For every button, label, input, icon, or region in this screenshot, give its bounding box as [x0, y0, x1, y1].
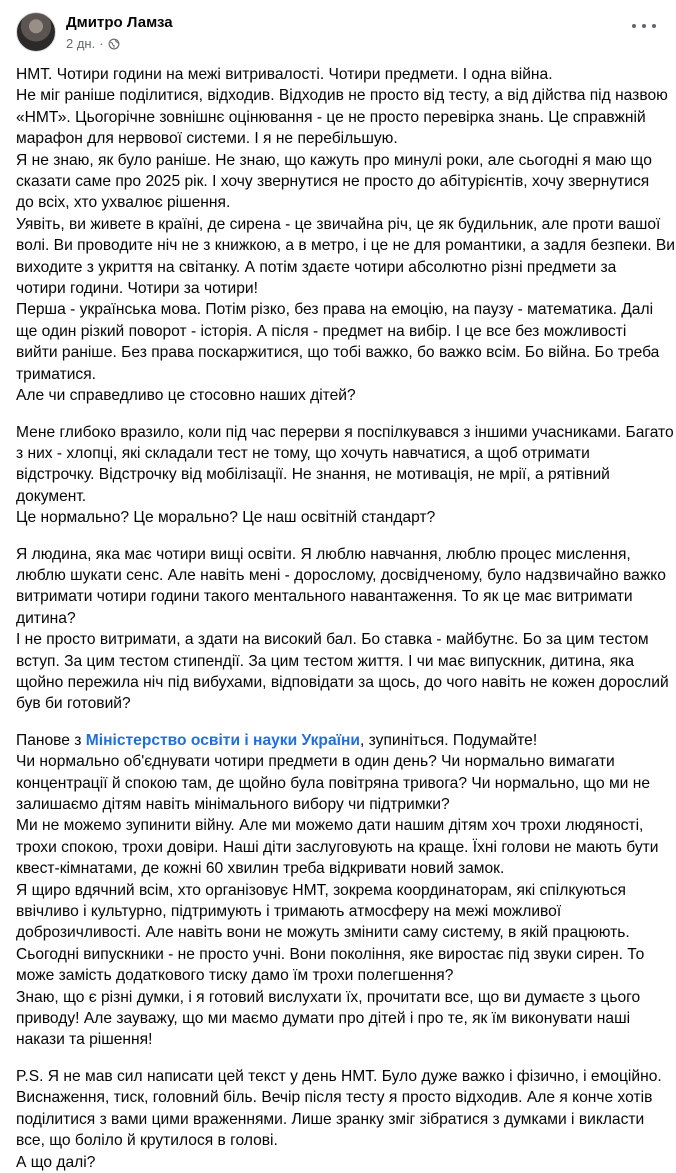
paragraph-4-intro: Панове з Міністерство освіти і науки України, зупиніться. Подумайте!	[16, 731, 538, 749]
text-line: з них - хлопці, які складали тест не тому, що хочуть навчатися, а щоб отримати	[16, 444, 590, 462]
post-header	[16, 8, 666, 58]
meta-separator: ·	[99, 36, 104, 51]
text-line: відстрочку. Відстрочку від мобілізації. Не знання, не мотивація, не мрії, а рятівний	[16, 466, 610, 484]
text-line: НМТ. Чотири години на межі витривалості. Чотири предмети. І одна війна.	[16, 66, 553, 83]
text-line: марафон для нервової системи. І я не перебільшую.	[16, 130, 398, 148]
post-content	[16, 64, 676, 1173]
post-meta	[66, 36, 120, 51]
text-line: Перша - українська мова. Потім різко, без права на емоцію, на паузу - математика. Далі	[16, 301, 654, 319]
text-line: вийти раніше. Без права поскаржитися, що тобі важко, бо важко всім. Бо війна. Бо треба	[16, 344, 660, 362]
paragraph-ps	[16, 1066, 660, 1173]
text-line: залишаємо дітям навіть мінімального вибору чи підтримки?	[16, 796, 450, 813]
paragraph-4	[16, 730, 660, 1051]
text-line: Виснаження, тиск, головний біль. Вечір після тесту я просто відходив. Але я конче хотів	[16, 1089, 653, 1107]
text-line: Уявіть, ви живете в країні, де сирена - це звичайна річ, це як будильник, але проти вашої	[16, 215, 661, 233]
ministry-link[interactable]: Міністерство освіти і науки України	[85, 731, 361, 749]
text-line: Ми не можемо зупинити війну. Але ми можемо дати нашим дітям хоч трохи людяності,	[16, 817, 644, 835]
paragraph-3	[16, 544, 669, 715]
text-line: волі. Ви проводите ніч не з книжкою, а в метро, і це не для романтики, а задля безпеки. Ви	[16, 237, 676, 255]
text-line: люблю шукати сенс. Але навіть мені - дорослому, досвідченому, було надзвичайно важко	[16, 566, 666, 584]
text-line: може замість додаткового тиску дамо їм трохи полегшення?	[16, 967, 454, 985]
text-line: Я людина, яка має чотири вищі освіти. Я люблю навчання, люблю процес мислення,	[16, 545, 631, 563]
text-line: сказати саме про 2025 рік. І хочу звернутися не просто до абітурієнтів, хочу звернутися	[16, 173, 650, 191]
text-line: концентрації й спокою там, де щойно була повітряна тривога? Чи нормально, що ми не	[16, 774, 651, 792]
text-line: квест-кімнатами, де кожні 60 хвилин треба відкривати новий замок.	[16, 860, 505, 878]
paragraph-1	[16, 64, 676, 407]
text-line: доброзичливості. Але навіть вони не можуть змінити саму систему, в якій працюють.	[16, 924, 630, 942]
text-line: P.S. Я не мав сил написати цей текст у день НМТ. Було дуже важко і фізично, і емоційно.	[16, 1067, 662, 1085]
text-line: щойно пережила ніч під вибухами, відповідати за щось, до чого навіть не кожен дорослий	[16, 673, 669, 691]
text-line: дитина?	[16, 609, 76, 627]
more-options-icon[interactable]	[632, 18, 656, 34]
text-line: Це нормально? Це морально? Це наш освітній стандарт?	[16, 509, 436, 527]
text-line: триматися.	[16, 365, 97, 383]
text-line: Мене глибоко вразило, коли під час перерви я поспілкувався з іншими учасниками. Багато	[16, 423, 674, 441]
text-line: Не міг раніше поділитися, відходив. Відходив не просто від тесту, а від дійства під назвою	[16, 87, 668, 105]
author-name[interactable]: Дмитро Ламза	[66, 14, 173, 31]
text-line: «НМТ». Цьогорічне зовнішнє оцінювання - це не просто перевірка знань. Це справжній	[16, 108, 646, 126]
text-line: чотири години. Чотири за чотири!	[16, 280, 258, 298]
text-line: Чи нормально об'єднувати чотири предмети в один день? Чи нормально вимагати	[16, 753, 615, 771]
text-line: вступ. За цим тестом стипендії. За цим тестом життя. І чи має випускник, дитина, яка	[16, 652, 634, 670]
text-line: виходите з укриття на світанку. А потім здаєте чотири абсолютно різні предмети за	[16, 258, 617, 276]
text-line: трохи спокою, трохи довіри. Наші діти заслуговують на краще. Їхні голови не мають бути	[16, 838, 659, 856]
text-line: ввічливо і культурно, підтримують і тримають атмосферу на межі можливої	[16, 903, 562, 921]
text-line: витримати чотири години такого ментального навантаження. То як це має витримати	[16, 588, 633, 606]
text-line: Але чи справедливо це стосовно наших дітей?	[16, 387, 356, 405]
text-line: накази та рішення!	[16, 1031, 153, 1049]
text-line: все, що боліло й крутилося в голові.	[16, 1132, 278, 1150]
globe-icon[interactable]	[108, 38, 120, 50]
paragraph-2	[16, 422, 674, 529]
text-line: поділитися з вами цими враженнями. Лише зранку зміг зібратися з думками і викласти	[16, 1110, 645, 1128]
text-line: І не просто витримати, а здати на високий бал. Бо ставка - майбутнє. Бо за цим тестом	[16, 631, 649, 649]
text-line: до всіх, хто ухвалює рішення.	[16, 194, 231, 212]
text-line: Сьогодні випускники - не просто учні. Вони покоління, яке виростає під звуки сирен. То	[16, 945, 645, 963]
text-line: документ.	[16, 487, 87, 505]
author-avatar[interactable]	[16, 12, 56, 52]
text-line: був би готовий?	[16, 695, 131, 713]
text-line: Знаю, що є різні думки, і я готовий вислухати їх, прочитати все, що ви думаєте з цього	[16, 988, 641, 1006]
text-line: приводу! Але зауважу, що ми маємо думати про дітей і про те, як їм виконувати наші	[16, 1010, 631, 1028]
text-line: Я щиро вдячний всім, хто організовує НМТ, зокрема координаторам, які спілкуються	[16, 881, 626, 899]
text-line: А що далі?	[16, 1153, 96, 1171]
post-time[interactable]: 2 дн.	[66, 36, 96, 51]
text-line: Я не знаю, як було раніше. Не знаю, що кажуть про минулі роки, але сьогодні я маю що	[16, 151, 652, 169]
text-line: ще один різкий поворот - історія. А після - предмет на вибір. І це все без можливості	[16, 322, 627, 340]
